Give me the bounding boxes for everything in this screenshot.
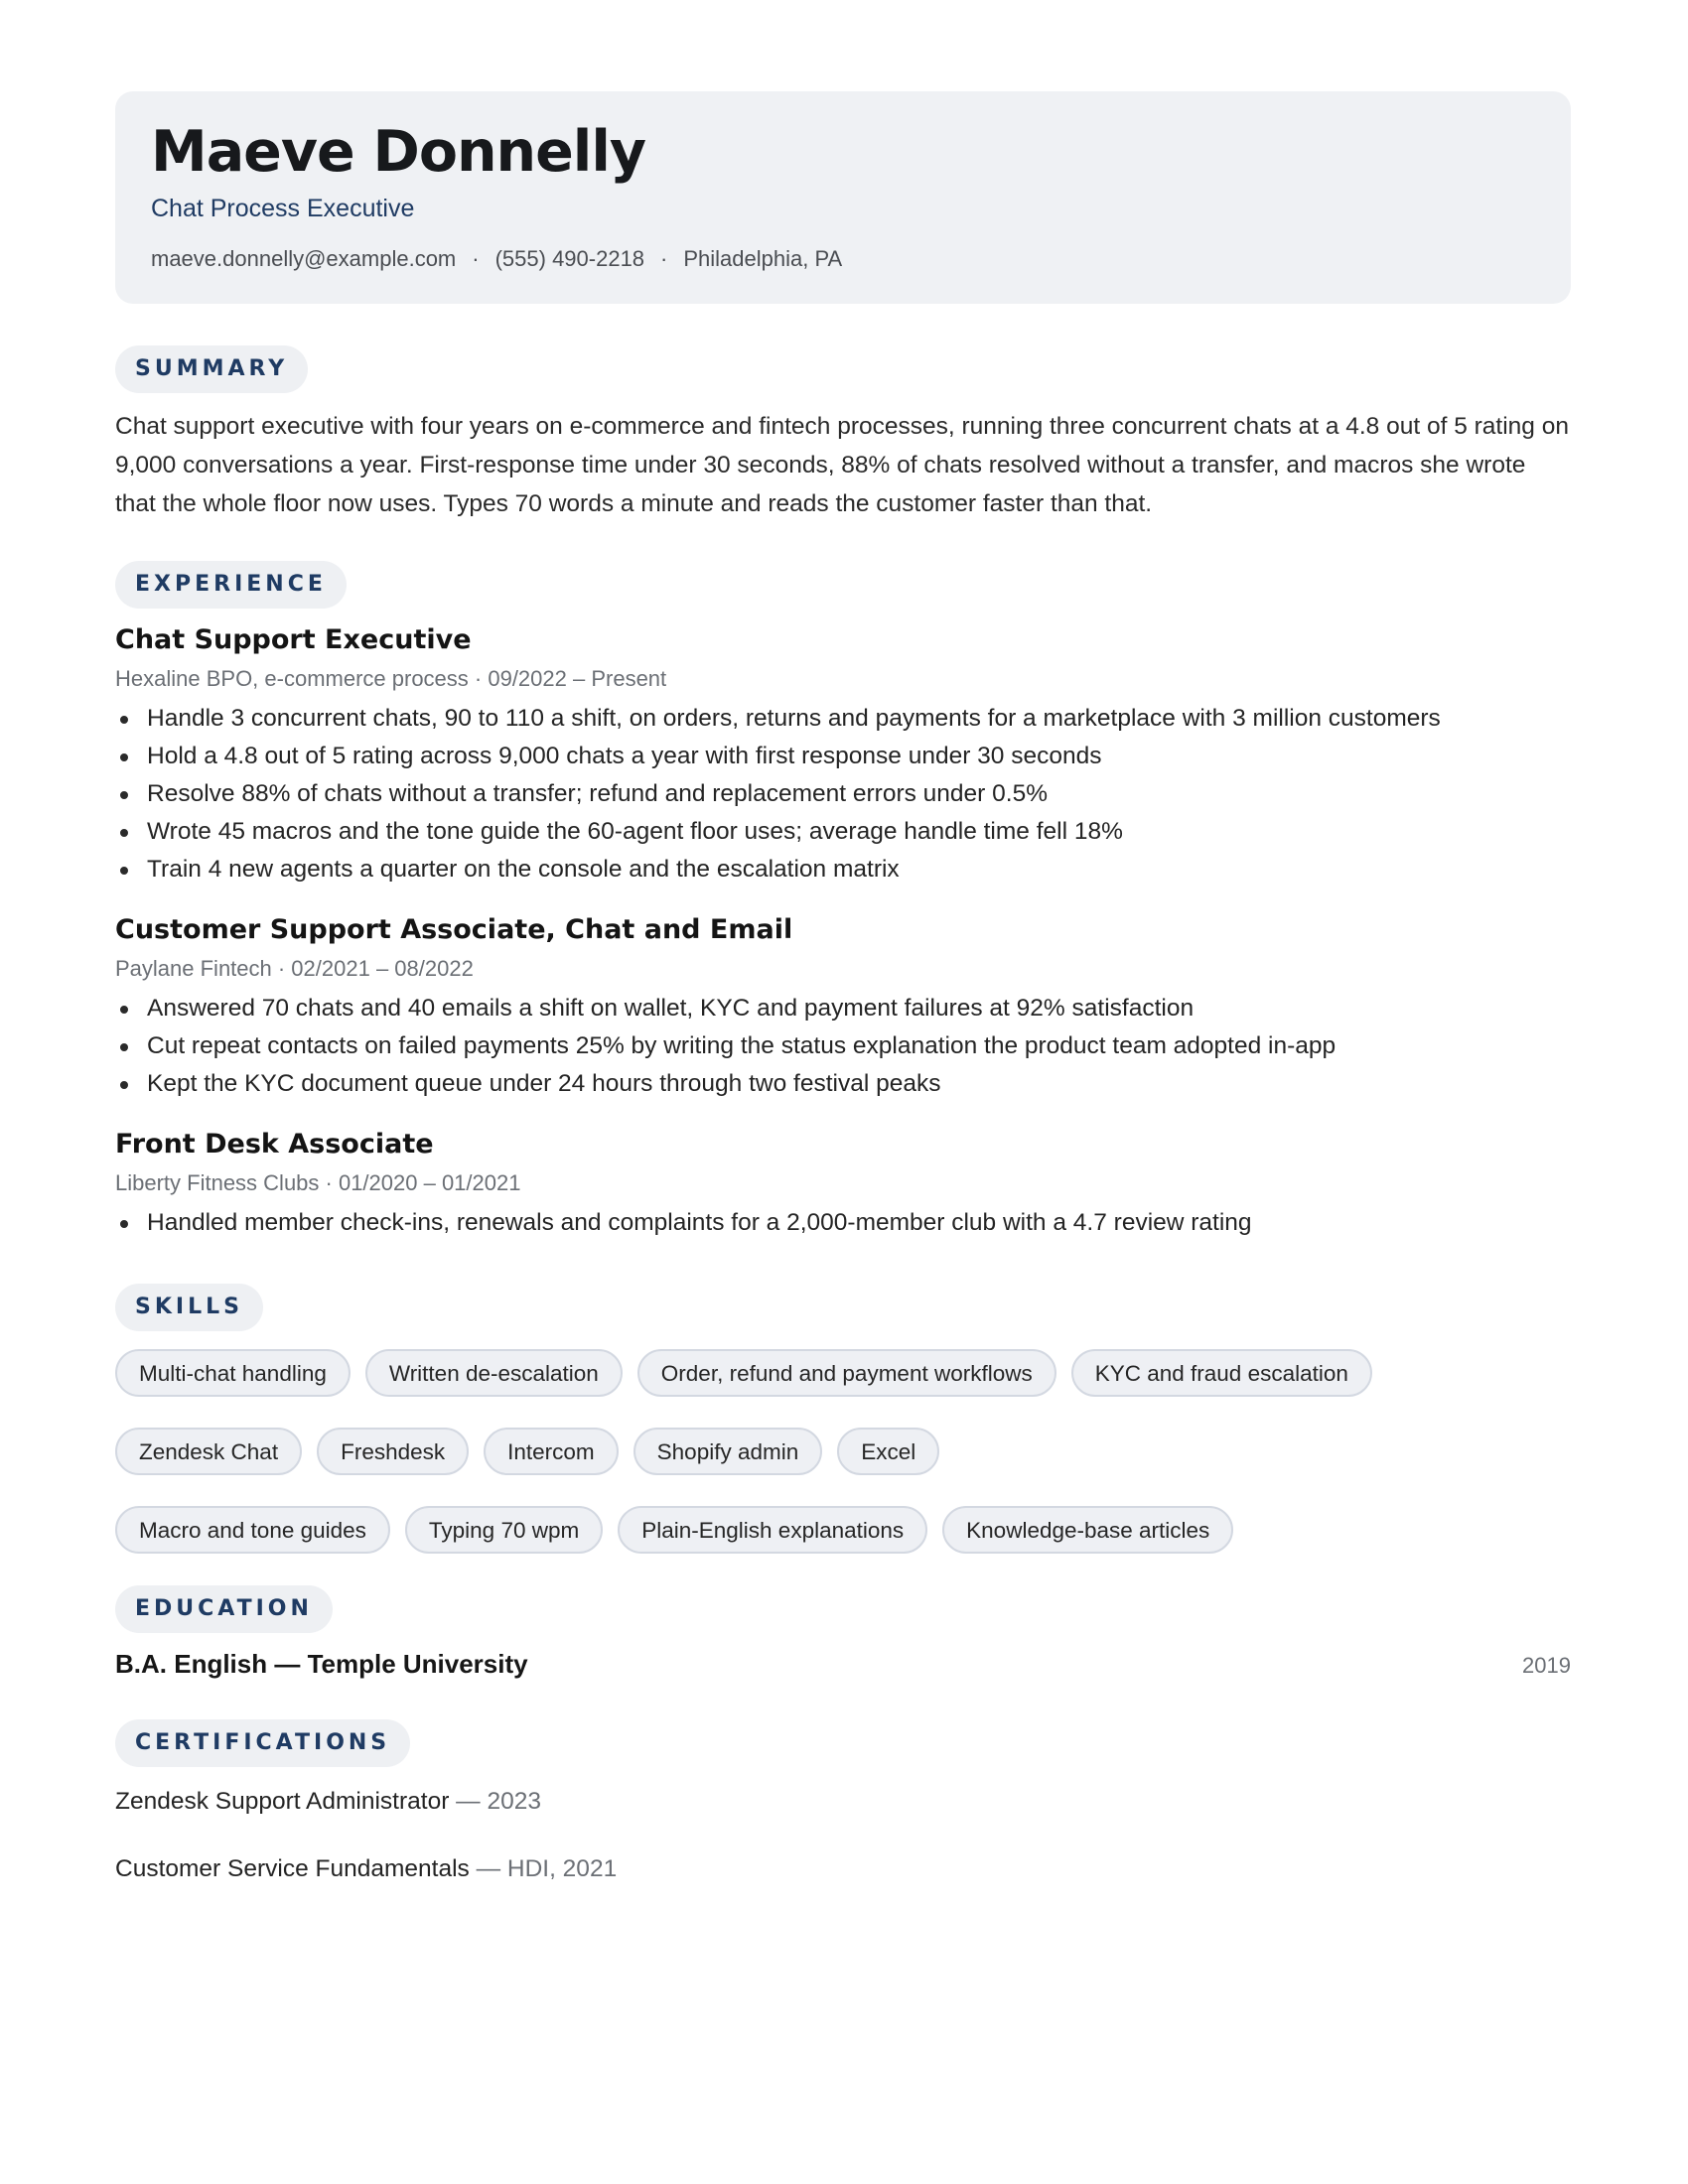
job-bullet: Hold a 4.8 out of 5 rating across 9,000 chats a year with first response under 30 seconds <box>115 738 1571 775</box>
education-year: 2019 <box>1522 1653 1571 1678</box>
contact-line <box>151 244 1535 274</box>
job-bullet: Wrote 45 macros and the tone guide the 60-agent floor uses; average handle time fell 18% <box>115 813 1571 851</box>
job-title: Front Desk Associate <box>115 1129 434 1160</box>
education-entry <box>115 1649 1571 1680</box>
skill-chip: Shopify admin <box>633 1428 823 1475</box>
skill-chip: Excel <box>837 1428 939 1475</box>
contact-separator: · <box>472 246 480 271</box>
certification-item <box>115 1852 1571 1886</box>
skill-chip: Zendesk Chat <box>115 1428 302 1475</box>
summary-text: Chat support executive with four years on e-commerce and fintech processes, running three concurrent chats at a 4.8 out of 5 rating on 9,000 conversations a year. First-response time under 30 seconds, 88% of chats resolved without a transfer, and macros she wrote that the whole floor now uses. Types 70 words a minute and reads the customer faster than that. <box>115 413 1569 517</box>
job-bullets <box>115 700 1571 888</box>
candidate-name: Maeve Donnelly <box>151 119 646 185</box>
skill-chip: Knowledge-base articles <box>942 1506 1233 1554</box>
job-bullet: Handle 3 concurrent chats, 90 to 110 a shift, on orders, returns and payments for a marketplace with 3 million customers <box>115 700 1571 738</box>
certification-name: Customer Service Fundamentals <box>115 1855 470 1882</box>
job-title: Chat Support Executive <box>115 624 472 655</box>
contact-location: Philadelphia, PA <box>683 246 843 271</box>
section-label-skills: SKILLS <box>115 1284 263 1331</box>
certification-name: Zendesk Support Administrator <box>115 1788 450 1815</box>
job-entry <box>115 622 1571 888</box>
job-bullet: Cut repeat contacts on failed payments 25% by writing the status explanation the product team adopted in-app <box>115 1027 1571 1065</box>
certification-item <box>115 1785 1571 1819</box>
job-bullet: Handled member check-ins, renewals and complaints for a 2,000-member club with a 4.7 review rating <box>115 1204 1571 1242</box>
job-entry <box>115 1127 1571 1242</box>
job-meta: Hexaline BPO, e-commerce process · 09/2022 – Present <box>115 666 667 691</box>
summary-section <box>115 345 1571 523</box>
job-bullet: Train 4 new agents a quarter on the console and the escalation matrix <box>115 851 1571 888</box>
skill-chip: Intercom <box>484 1428 619 1475</box>
job-title: Customer Support Associate, Chat and Email <box>115 914 793 945</box>
education-degree: B.A. English — Temple University <box>115 1649 528 1679</box>
skill-chip: Freshdesk <box>317 1428 469 1475</box>
job-bullets <box>115 1204 1571 1242</box>
certifications-section <box>115 1719 1571 1886</box>
section-label-education: EDUCATION <box>115 1585 333 1633</box>
skill-chip: Plain-English explanations <box>618 1506 927 1554</box>
job-bullet: Answered 70 chats and 40 emails a shift on wallet, KYC and payment failures at 92% satisfaction <box>115 990 1571 1027</box>
contact-email[interactable]: maeve.donnelly@example.com <box>151 246 457 271</box>
section-label-experience: EXPERIENCE <box>115 561 347 609</box>
job-bullets <box>115 990 1571 1103</box>
job-bullet: Resolve 88% of chats without a transfer; refund and replacement errors under 0.5% <box>115 775 1571 813</box>
skill-chip: KYC and fraud escalation <box>1071 1349 1372 1397</box>
education-section <box>115 1585 1571 1680</box>
skills-chips <box>115 1349 1571 1584</box>
job-meta: Paylane Fintech · 02/2021 – 08/2022 <box>115 956 474 981</box>
experience-section <box>115 561 1571 1242</box>
contact-phone[interactable]: (555) 490-2218 <box>494 246 645 271</box>
skill-chip: Order, refund and payment workflows <box>637 1349 1056 1397</box>
job-bullet: Kept the KYC document queue under 24 hours through two festival peaks <box>115 1065 1571 1103</box>
skill-chip: Multi-chat handling <box>115 1349 351 1397</box>
contact-separator: · <box>660 246 668 271</box>
certification-detail: — 2023 <box>449 1788 541 1815</box>
section-label-summary: SUMMARY <box>115 345 308 393</box>
job-entry <box>115 912 1571 1103</box>
skills-section <box>115 1284 1571 1584</box>
skill-chip: Typing 70 wpm <box>405 1506 603 1554</box>
candidate-role: Chat Process Executive <box>151 195 415 222</box>
certification-detail: — HDI, 2021 <box>469 1855 618 1882</box>
skill-chip: Written de-escalation <box>365 1349 623 1397</box>
skill-chip: Macro and tone guides <box>115 1506 390 1554</box>
resume-page <box>115 91 1571 1886</box>
section-label-certifications: CERTIFICATIONS <box>115 1719 410 1767</box>
resume-header <box>115 91 1571 304</box>
job-meta: Liberty Fitness Clubs · 01/2020 – 01/2021 <box>115 1170 521 1195</box>
